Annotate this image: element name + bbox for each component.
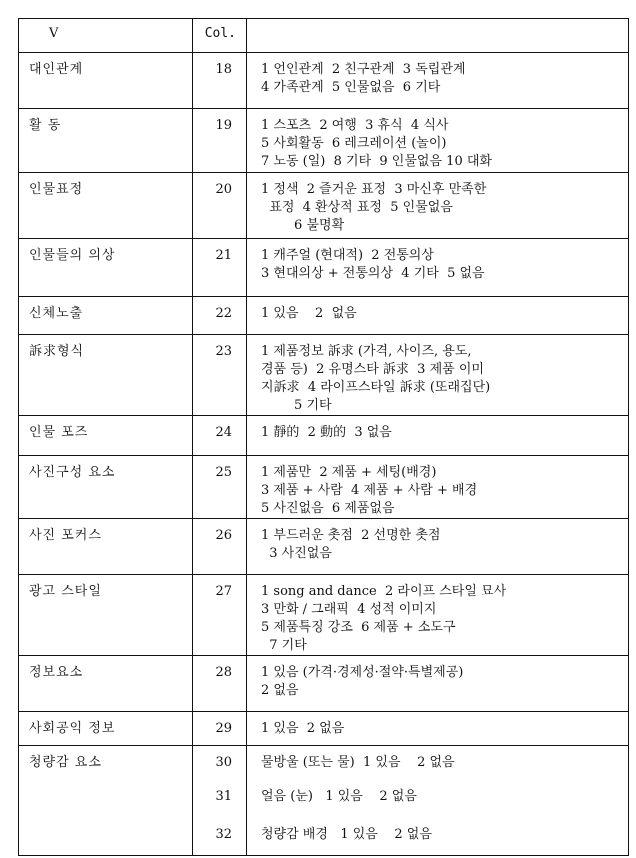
- code-line: 3 만화 / 그래픽 4 성적 이미지: [261, 602, 437, 617]
- code-line: 1 제품정보 訴求 (가격, 사이즈, 용도,: [261, 344, 472, 359]
- column-number: 31: [193, 780, 247, 818]
- column-number: 21: [193, 239, 247, 297]
- code-line: 1 있음 2 없음: [261, 721, 345, 736]
- column-number: 28: [193, 656, 247, 712]
- variable-name: 대인관계: [19, 53, 193, 109]
- code-description: [247, 297, 629, 335]
- variable-name: 인물들의 의상: [19, 239, 193, 297]
- header-col: Col.: [193, 19, 247, 53]
- code-description: [247, 519, 629, 575]
- column-number: 18: [193, 53, 247, 109]
- table-row: [19, 109, 629, 173]
- coding-table: [18, 18, 629, 856]
- table-row: [19, 575, 629, 656]
- code-line: 2 없음: [261, 683, 299, 698]
- code-description: [247, 53, 629, 109]
- code-description: [247, 239, 629, 297]
- header-v: V: [19, 19, 193, 53]
- code-line: 지訴求 4 라이프스타일 訴求 (또래집단): [261, 380, 491, 395]
- table-row: [19, 456, 629, 519]
- code-line: 7 노동 (일) 8 기타 9 인물없음 10 대화: [261, 154, 492, 169]
- code-description: [247, 335, 629, 416]
- code-line: 1 靜的 2 動的 3 없음: [261, 425, 392, 440]
- column-number: 20: [193, 173, 247, 239]
- code-line: 1 있음 (가격·경제성·절약·특별제공): [261, 665, 464, 680]
- table-row: [19, 746, 629, 780]
- code-line: 1 언인관계 2 친구관계 3 독립관계: [261, 62, 466, 77]
- code-description: 청량감 배경 1 있음 2 없음: [247, 818, 629, 856]
- code-line: 5 사진없음 6 제품없음: [261, 501, 395, 516]
- column-number: 27: [193, 575, 247, 656]
- code-line: 1 캐주얼 (현대적) 2 전통의상: [261, 248, 434, 263]
- column-number: 24: [193, 416, 247, 456]
- variable-name: 광고 스타일: [19, 575, 193, 656]
- column-number: 22: [193, 297, 247, 335]
- column-number: 23: [193, 335, 247, 416]
- column-number: 25: [193, 456, 247, 519]
- code-line: 3 현대의상 + 전통의상 4 기타 5 없음: [261, 266, 485, 281]
- table-row: [19, 416, 629, 456]
- column-number: 26: [193, 519, 247, 575]
- code-description: [247, 456, 629, 519]
- code-line: 1 있음 2 없음: [261, 306, 357, 321]
- variable-name: 신체노출: [19, 297, 193, 335]
- variable-name: 사회공익 정보: [19, 712, 193, 746]
- code-line: 7 기타: [261, 638, 307, 653]
- column-number: 29: [193, 712, 247, 746]
- header-desc: [247, 19, 629, 53]
- code-line: 5 기타: [261, 398, 332, 413]
- column-number: 19: [193, 109, 247, 173]
- header-row: [19, 19, 629, 53]
- code-line: 5 사회활동 6 레크레이션 (놀이): [261, 136, 447, 151]
- table-row: [19, 53, 629, 109]
- code-line: 1 부드러운 촛점 2 선명한 촛점: [261, 528, 441, 543]
- table-row: [19, 656, 629, 712]
- code-line: 3 제품 + 사람 4 제품 + 사람 + 배경: [261, 483, 478, 498]
- code-line: 6 불명확: [261, 218, 345, 233]
- variable-name: 사진구성 요소: [19, 456, 193, 519]
- code-line: 표정 4 환상적 표정 5 인물없음: [261, 200, 453, 215]
- code-description: [247, 416, 629, 456]
- code-line: 1 song and dance 2 라이프 스타일 묘사: [261, 584, 507, 599]
- code-description: [247, 712, 629, 746]
- table-row: [19, 335, 629, 416]
- code-description: [247, 109, 629, 173]
- table-row: [19, 712, 629, 746]
- code-line: 1 제품만 2 제품 + 세팅(배경): [261, 465, 437, 480]
- code-description: 얼음 (눈) 1 있음 2 없음: [247, 780, 629, 818]
- variable-name: 인물표정: [19, 173, 193, 239]
- variable-name: 청량감 요소: [19, 746, 193, 856]
- code-line: 5 제품특징 강조 6 제품 + 소도구: [261, 620, 456, 635]
- table-row: [19, 297, 629, 335]
- code-line: 경품 등) 2 유명스타 訴求 3 제품 이미: [261, 362, 484, 377]
- variable-name: 인물 포즈: [19, 416, 193, 456]
- variable-name: 활 동: [19, 109, 193, 173]
- code-line: 3 사진없음: [261, 546, 332, 561]
- code-line: 1 스포츠 2 여행 3 휴식 4 식사: [261, 118, 449, 133]
- column-number: 32: [193, 818, 247, 856]
- code-description: [247, 173, 629, 239]
- code-line: 1 정색 2 즐거운 표정 3 마신후 만족한: [261, 182, 487, 197]
- code-line: 4 가족관계 5 인물없음 6 기타: [261, 80, 441, 95]
- table-row: [19, 519, 629, 575]
- code-description: [247, 575, 629, 656]
- code-description: [247, 656, 629, 712]
- variable-name: 사진 포커스: [19, 519, 193, 575]
- table-row: [19, 239, 629, 297]
- variable-name: 訴求형식: [19, 335, 193, 416]
- table-row: [19, 173, 629, 239]
- column-number: 30: [193, 746, 247, 780]
- variable-name: 정보요소: [19, 656, 193, 712]
- code-description: 물방울 (또는 물) 1 있음 2 없음: [247, 746, 629, 780]
